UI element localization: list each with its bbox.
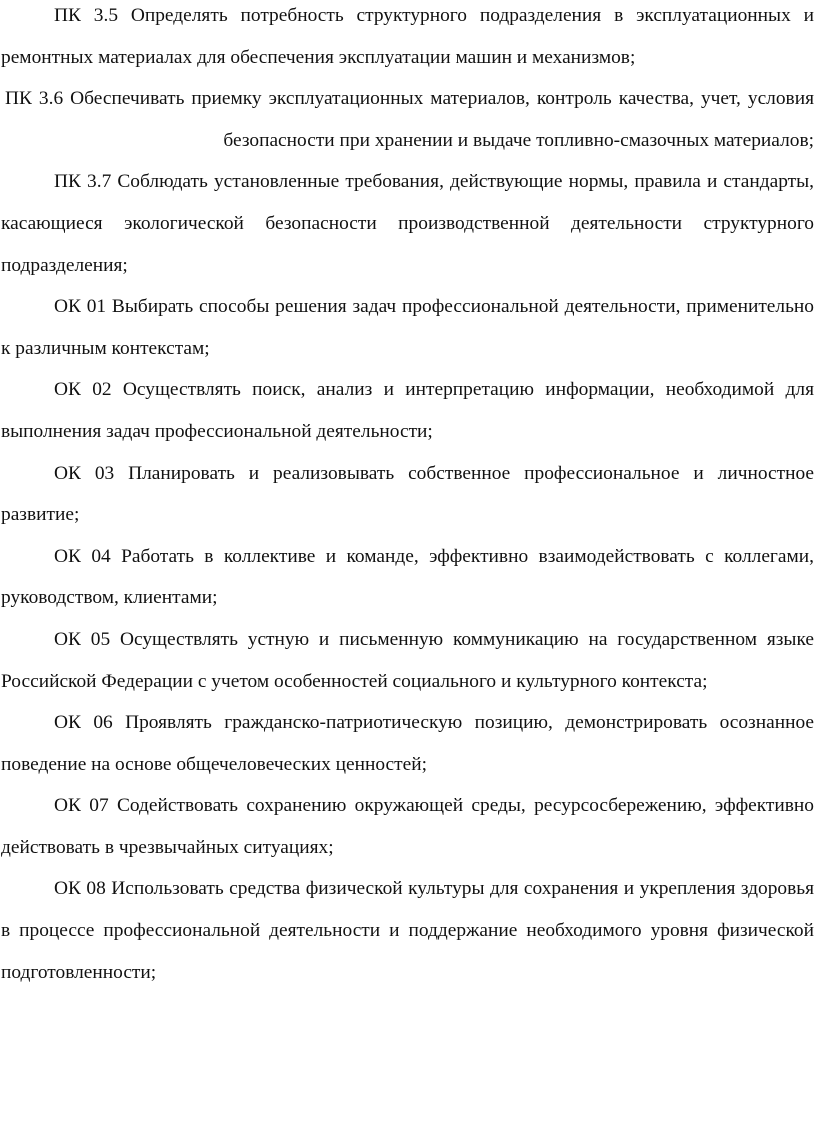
paragraph-ok-05: ОК 05 Осуществлять устную и письменную коммуникацию на государственном языке Российской Федерации с учетом особенностей социального и культурного контекста; xyxy=(1,628,814,692)
paragraph-ok-01: ОК 01 Выбирать способы решения задач профессиональной деятельности, применительно к различным контекстам; xyxy=(1,296,814,359)
paragraph-ok-03: ОК 03 Планировать и реализовывать собственное профессиональное и личностное развитие; xyxy=(1,462,814,526)
paragraph-ok-06: ОК 06 Проявлять гражданско-патриотическую позицию, демонстрировать осознанное поведение на основе общечеловеческих ценностей; xyxy=(1,712,814,775)
paragraph-pk-3-7: ПК 3.7 Соблюдать установленные требования, действующие нормы, правила и стандарты, касающиеся экологической безопасности производственной деятельности структурного подразделения; xyxy=(1,171,814,276)
paragraph-ok-07: ОК 07 Содействовать сохранению окружающей среды, ресурсосбережению, эффективно действовать в чрезвычайных ситуациях; xyxy=(1,795,814,858)
paragraph-pk-3-5: ПК 3.5 Определять потребность структурного подразделения в эксплуатационных и ремонтных материалах для обеспечения эксплуатации машин и механизмов; xyxy=(1,5,814,68)
paragraph-pk-3-6: ПК 3.6 Обеспечивать приемку эксплуатационных материалов, контроль качества, учет, условия безопасности при хранении и выдаче топливно-смазочных материалов; xyxy=(5,88,814,151)
paragraph-ok-02: ОК 02 Осуществлять поиск, анализ и интерпретацию информации, необходимой для выполнения задач профессиональной деятельности; xyxy=(1,379,814,442)
paragraph-ok-04: ОК 04 Работать в коллективе и команде, эффективно взаимодействовать с коллегами, руководством, клиентами; xyxy=(1,545,814,609)
paragraph-ok-08: ОК 08 Использовать средства физической культуры для сохранения и укрепления здоровья в процессе профессиональной деятельности и поддержание необходимого уровня физической подготовленности; xyxy=(1,878,814,983)
